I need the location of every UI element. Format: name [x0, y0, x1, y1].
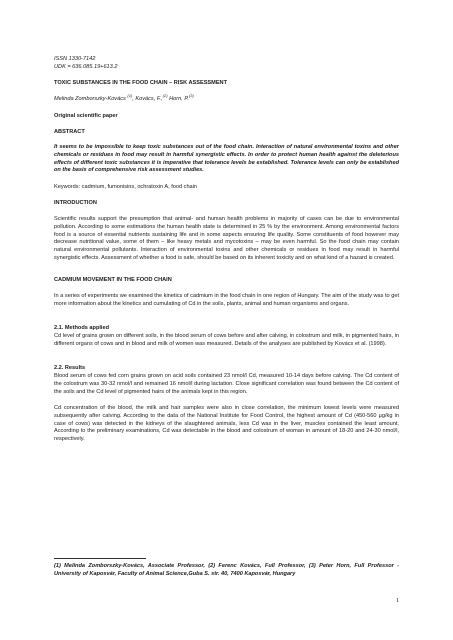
footnote: (1) Melinda Zomborszky-Kovács, Associate Professor, (2) Ferenc Kovács, Full Professor, (3) Peter Horn, Full Professor - University of Kaposvár, Faculty of Animal Science,Guba S. str. 40, 7400 Kaposvár, Hungary: [54, 563, 399, 577]
paper-type: Original scientific paper: [54, 113, 118, 119]
page-number: 1: [396, 598, 399, 604]
introduction-heading: INTRODUCTION: [54, 200, 97, 206]
author-line: [54, 93, 399, 104]
author-2-affiliation: (2): [162, 93, 168, 99]
abstract-heading: ABSTRACT: [54, 129, 85, 135]
keywords: Keywords: cadmium, fumonisins, ochratoxin A, food chain: [54, 184, 198, 190]
cadmium-intro-text: In a series of experiments we examined the kinetics of cadmium in the food chain in one region of Hungary. The aim of the study was to get more information about the kinetics and cumulating of Cd in the soils, plants, animal and human organisms and organs.: [54, 293, 399, 307]
header-block: [54, 56, 399, 72]
author-1-affiliation: (1): [127, 93, 133, 99]
cadmium-heading: CADMIUM MOVEMENT IN THE FOOD CHAIN: [54, 277, 172, 283]
results-heading: 2.2. Results: [54, 365, 86, 371]
udk-line: UDK = 636.085.19+613.2: [54, 63, 118, 70]
issn-line: ISSN 1330-7142: [54, 56, 96, 62]
paper-title: TOXIC SUBSTANCES IN THE FOOD CHAIN – RISK ASSESSMENT: [54, 80, 228, 86]
author-3-affiliation: (3): [188, 93, 194, 99]
introduction-text: Scientific results support the presumption that animal- and human health problems in majority of cases can be due to environmental pollution. According to some estimations the human health state is determined in 25 % by the environment. Among environmental factors food is a source of essential nutrients sustaining life and in some aspects ensuring life quality. Some constituents of food however may decrease nutritional value, some of them – like heavy metals and mycotoxins – may be even harmful. So the food chain may contain natural environmental pollutants. Interaction of environmental toxins and other chemicals or residues in food may result in harmful synergistic effects. Assessment of whether a food is safe, should be based on its inherent toxicity and on what kind of a hazard is created.: [54, 216, 399, 261]
methods-heading: 2.1. Methods applied: [54, 325, 110, 331]
author-3: Horn, P.: [167, 96, 189, 102]
abstract-text: It seems to be impossible to keep toxic substances out of the food chain. Interaction of natural environmental toxins and other chemicals or residues in food may result in harmful synergistic effects. In order to protect human health against the deleterious effects of different toxic substances it is imperative that tolerance levels be established. Tolerance levels can only be established on the basis of comprehensive risk assessment studies.: [54, 144, 399, 174]
author-2: , Kovács, F.,: [132, 96, 163, 102]
footnote-rule: [54, 558, 146, 559]
results-text-2: Cd concentration of the blood, the milk and hair samples were also in close correlation, the minimum lowest levels were measured subsequently after calving. According to the data of the National Institute for Food Control, the highest amount of Cd (450-560 µg/kg in case of cows) was detected in the kidneys of the slaughtered animals, less Cd was in the liver, muscles contained the least amount. According to the preliminary examinations, Cd was detectable in the blood and colostrum of woman in amount of 18-20 and 24-30 nmol/l, respectively.: [54, 405, 399, 443]
methods-text: Cd level of grains grown on different soils, in the blood serum of cows before and after calving, in colostrum and milk, in pigmented hairs, in different organs of cows and in blood and milk of women was measured. Details of the analyses are published by Kovács et al. (1998).: [54, 333, 399, 347]
author-1: Melinda Zomborszky-Kovács: [54, 96, 128, 102]
results-text-1: Blood serum of cows fed corn grains grown on acid soils contained 23 nmol/l Cd, measured 10-14 days before calving. The Cd content of the colostrum was 30-32 nmol/l and remained 16 nmol/l during lactation. Close significant correlation was found between the Cd content of the soils and the Cd level of pigmented hairs of the animals kept in this region.: [54, 373, 399, 395]
